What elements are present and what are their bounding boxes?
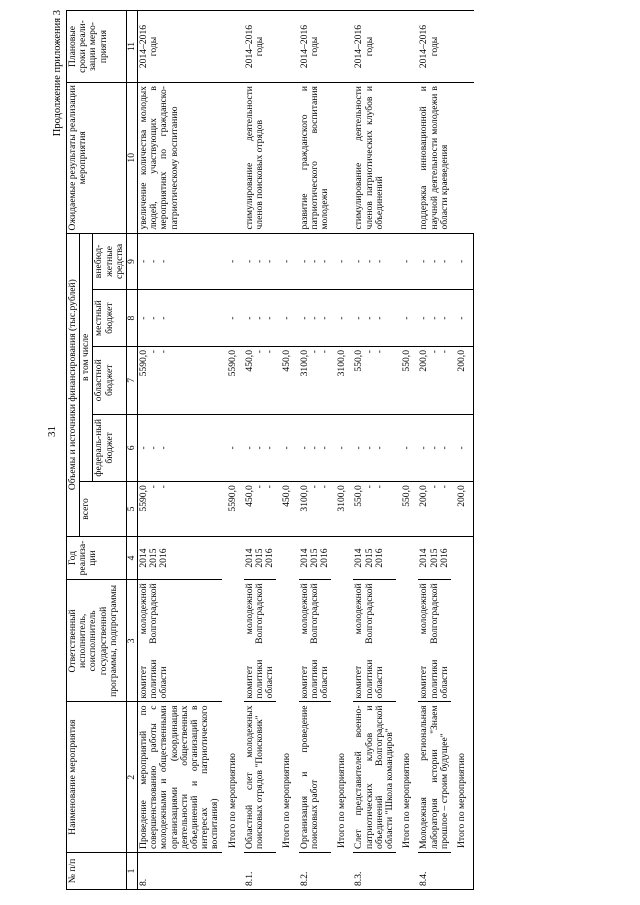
item-years-value: 2014 (298, 548, 310, 568)
total-label-cell (396, 536, 418, 889)
item-extra (138, 233, 222, 290)
item-extra-value: - (438, 259, 450, 264)
item-extra-value: - (298, 259, 310, 264)
item-years-value: 2015 (148, 548, 160, 568)
item-years (353, 536, 396, 580)
item-total-value: - (254, 485, 266, 489)
item-local-value: - (319, 316, 331, 320)
total-sum: 450,0 (276, 482, 298, 537)
item-number: 8.2. (299, 852, 332, 889)
item-total-value: 550,0 (353, 485, 365, 507)
item-regional-value: 200,0 (418, 349, 430, 372)
item-years-value: 2014 (243, 548, 255, 568)
item-federal-value: - (319, 446, 331, 450)
item-regional (353, 346, 396, 414)
total-label-cell (222, 536, 244, 889)
table-row (299, 11, 332, 890)
item-years-value: 2014 (418, 548, 430, 568)
item-extra-value: - (418, 259, 430, 264)
total-label-cell (276, 536, 298, 889)
item-federal-value: - (353, 446, 365, 450)
item-regional (244, 346, 277, 414)
item-extra-value: - (158, 259, 170, 264)
item-name: Молодежная региональная лаборатория истории "Знаем прошлое – строим будущее" (418, 702, 451, 852)
item-name: Областной слет молодежных поисковых отрядов "Поисковик" (244, 702, 277, 852)
item-total (418, 482, 451, 537)
total-sum: 550,0 (396, 482, 418, 537)
item-result: увеличение количества молодых людей, участвующих в мероприятиях по гражданско-патриотическому воспитанию (138, 83, 244, 233)
column-number: 5 (127, 482, 138, 537)
item-regional-value: - (148, 349, 160, 354)
header-extra: внебюд-жетные средства (93, 233, 127, 290)
header-responsible: Ответственный исполнитель, соисполнитель государственной программы, подпрограммы (67, 580, 127, 702)
item-years-value: 2015 (254, 548, 266, 568)
item-number: 8.4. (418, 852, 451, 889)
column-number: 9 (127, 233, 138, 290)
total-regional: 5590,0 (222, 346, 244, 414)
item-result: развитие гражданского и патриотического воспитания молодежи (299, 83, 354, 233)
item-total-value: 3100,0 (298, 485, 310, 512)
item-local-value: - (363, 316, 375, 320)
column-number: 11 (127, 11, 138, 83)
item-extra (299, 233, 332, 290)
table-row (353, 11, 396, 890)
item-local-value: - (428, 316, 440, 320)
item-federal-value: - (254, 446, 266, 450)
item-total-value: - (264, 485, 276, 489)
header-no: № п/п (67, 852, 127, 889)
item-regional-value: 3100,0 (298, 349, 310, 377)
item-regional-value: - (308, 349, 320, 354)
item-local-value: - (308, 316, 320, 320)
item-local-value: - (438, 316, 450, 320)
item-federal-value: - (264, 446, 276, 450)
total-regional: 450,0 (276, 346, 298, 414)
item-extra-value: - (353, 259, 365, 264)
column-number: 3 (127, 580, 138, 702)
item-responsible: комитет молодежной политики Волгоградской области (299, 580, 332, 702)
item-responsible: комитет молодежной политики Волгоградской области (418, 580, 451, 702)
item-years (138, 536, 222, 580)
item-local-value: - (243, 316, 255, 320)
total-sum: 200,0 (451, 482, 474, 537)
total-federal: - (331, 414, 353, 482)
item-regional (299, 346, 332, 414)
total-extra: - (276, 233, 298, 290)
item-name: Проведение мероприятий по совершенствованию работы с молодежными и общественными организациями (координация деятельности общественных объединений и организаций в интересах патриотического воспитания) (138, 702, 222, 852)
item-regional-value: - (319, 349, 331, 354)
total-federal: - (451, 414, 474, 482)
item-federal-value: - (158, 446, 170, 450)
total-local: - (222, 290, 244, 347)
item-extra-value: - (363, 259, 375, 264)
item-regional-value: - (373, 349, 385, 354)
item-regional-value: - (158, 349, 170, 354)
column-number: 1 (127, 852, 138, 889)
item-extra (353, 233, 396, 290)
item-local (353, 290, 396, 347)
item-years-value: 2015 (363, 548, 375, 568)
item-years-value: 2016 (158, 548, 170, 568)
table-body (138, 11, 474, 890)
item-regional-value: - (363, 349, 375, 354)
table-row (418, 11, 451, 890)
header-volumes: Объемы и источники финансирования (тыс.рублей) (67, 233, 80, 536)
item-years (299, 536, 332, 580)
total-local: - (331, 290, 353, 347)
item-local-value: - (264, 316, 276, 320)
item-total-value: - (319, 485, 331, 489)
total-label: Итого по мероприятию (281, 753, 293, 848)
item-federal (418, 414, 451, 482)
total-federal: - (396, 414, 418, 482)
item-regional-value: - (428, 349, 440, 354)
item-extra-value: - (373, 259, 385, 264)
column-number: 10 (127, 83, 138, 233)
item-number: 8.1. (244, 852, 277, 889)
page-number: 31 (46, 426, 58, 437)
item-total (138, 482, 222, 537)
item-regional (418, 346, 451, 414)
item-term: 2014–2016 годы (244, 11, 299, 83)
total-extra: - (396, 233, 418, 290)
item-local-value: - (138, 316, 150, 320)
item-extra-value: - (243, 259, 255, 264)
item-federal (244, 414, 277, 482)
item-federal-value: - (363, 446, 375, 450)
item-years-value: 2015 (308, 548, 320, 568)
item-extra-value: - (428, 259, 440, 264)
item-years-value: 2016 (438, 548, 450, 568)
item-years-value: 2015 (428, 548, 440, 568)
total-extra: - (331, 233, 353, 290)
item-regional-value: - (254, 349, 266, 354)
total-extra: - (451, 233, 474, 290)
total-label: Итого по мероприятию (456, 753, 468, 848)
total-label: Итого по мероприятию (226, 753, 238, 848)
item-number: 8. (138, 852, 222, 889)
item-years-value: 2014 (138, 548, 150, 568)
item-federal-value: - (373, 446, 385, 450)
total-federal: - (222, 414, 244, 482)
column-number: 6 (127, 414, 138, 482)
item-regional-value: - (264, 349, 276, 354)
total-label: Итого по мероприятию (401, 753, 413, 848)
item-local-value: - (158, 316, 170, 320)
item-name: Слет представителей военно-патриотических клубов и объединений Волгоградской области "Школа командиров" (353, 702, 396, 852)
item-federal (299, 414, 332, 482)
item-federal-value: - (148, 446, 160, 450)
item-years-value: 2016 (264, 548, 276, 568)
item-result: стимулирование деятельности членов патриотических клубов и объединений (353, 83, 418, 233)
item-regional (138, 346, 222, 414)
item-number: 8.3. (353, 852, 396, 889)
total-label-cell (331, 536, 353, 889)
total-regional: 200,0 (451, 346, 474, 414)
item-local-value: - (418, 316, 430, 320)
item-total-value: - (148, 485, 160, 489)
item-years (244, 536, 277, 580)
item-regional-value: 5590,0 (138, 349, 150, 377)
item-local (418, 290, 451, 347)
item-federal-value: - (138, 446, 150, 450)
table-header (67, 11, 138, 890)
header-name: Наименование мероприятия (67, 702, 127, 852)
total-local: - (276, 290, 298, 347)
item-federal-value: - (438, 446, 450, 450)
item-result: поддержка инновационной и научной деятельности молодежи в области краеведения (418, 83, 473, 233)
item-federal (353, 414, 396, 482)
item-result: стимулирование деятельности членов поисковых отрядов (244, 83, 299, 233)
item-regional-value: - (438, 349, 450, 354)
item-federal-value: - (298, 446, 310, 450)
item-total (244, 482, 277, 537)
total-sum: 5590,0 (222, 482, 244, 537)
item-extra-value: - (319, 259, 331, 264)
header-year: Год реализа-ции (67, 536, 127, 580)
total-label-cell (451, 536, 474, 889)
item-total-value: 450,0 (243, 485, 255, 507)
total-sum: 3100,0 (331, 482, 353, 537)
item-local-value: - (148, 316, 160, 320)
header-local: местный бюджет (93, 290, 127, 347)
item-total-value: - (363, 485, 375, 489)
total-federal: - (276, 414, 298, 482)
table-row (138, 11, 222, 890)
item-responsible: комитет молодежной политики Волгоградской области (244, 580, 277, 702)
total-extra: - (222, 233, 244, 290)
item-extra-value: - (254, 259, 266, 264)
item-local (299, 290, 332, 347)
table-row (244, 11, 277, 890)
item-extra-value: - (308, 259, 320, 264)
item-total-value: 5590,0 (138, 485, 150, 512)
item-total-value: - (308, 485, 320, 489)
item-federal-value: - (308, 446, 320, 450)
item-federal-value: - (428, 446, 440, 450)
total-local: - (396, 290, 418, 347)
item-local-value: - (353, 316, 365, 320)
item-responsible: комитет молодежной политики Волгоградской области (353, 580, 396, 702)
item-local-value: - (298, 316, 310, 320)
item-federal-value: - (418, 446, 430, 450)
column-number: 8 (127, 290, 138, 347)
column-numbers-row (127, 11, 138, 890)
item-term: 2014–2016 годы (418, 11, 473, 83)
total-regional: 3100,0 (331, 346, 353, 414)
item-extra (244, 233, 277, 290)
header-total: всего (80, 482, 127, 537)
item-term: 2014–2016 годы (299, 11, 354, 83)
item-total-value: - (438, 485, 450, 489)
item-local (138, 290, 222, 347)
header-regional: областной бюджет (93, 346, 127, 414)
item-federal-value: - (243, 446, 255, 450)
item-extra-value: - (148, 259, 160, 264)
rotated-page (52, 10, 578, 890)
funding-table (66, 10, 474, 890)
item-years-value: 2016 (319, 548, 331, 568)
item-total-value: - (373, 485, 385, 489)
header-results: Ожидаемые результаты реализации мероприятия (67, 83, 127, 233)
column-number: 2 (127, 702, 138, 852)
item-regional-value: 550,0 (353, 349, 365, 372)
header-including: в том числе (80, 233, 93, 482)
item-extra (418, 233, 451, 290)
column-number: 7 (127, 346, 138, 414)
item-total (353, 482, 396, 537)
item-term: 2014–2016 годы (353, 11, 418, 83)
header-terms: Плановые сроки реали-зации меро-приятия (67, 11, 127, 83)
item-total-value: 200,0 (418, 485, 430, 507)
item-years-value: 2016 (373, 548, 385, 568)
column-number: 4 (127, 536, 138, 580)
item-federal (138, 414, 222, 482)
item-local (244, 290, 277, 347)
item-name: Организация и проведение поисковых работ (299, 702, 332, 852)
item-total (299, 482, 332, 537)
item-regional-value: 450,0 (243, 349, 255, 372)
item-years (418, 536, 451, 580)
item-extra-value: - (264, 259, 276, 264)
total-regional: 550,0 (396, 346, 418, 414)
continuation-caption: Продолжение приложения 3 (52, 10, 63, 137)
item-local-value: - (254, 316, 266, 320)
item-extra-value: - (138, 259, 150, 264)
total-local: - (451, 290, 474, 347)
item-local-value: - (373, 316, 385, 320)
total-label: Итого по мероприятию (336, 753, 348, 848)
header-federal: федераль-ный бюджет (93, 414, 127, 482)
item-total-value: - (158, 485, 170, 489)
item-term: 2014–2016 годы (138, 11, 244, 83)
item-years-value: 2014 (353, 548, 365, 568)
item-total-value: - (428, 485, 440, 489)
item-responsible: комитет молодежной политики Волгоградской области (138, 580, 222, 702)
